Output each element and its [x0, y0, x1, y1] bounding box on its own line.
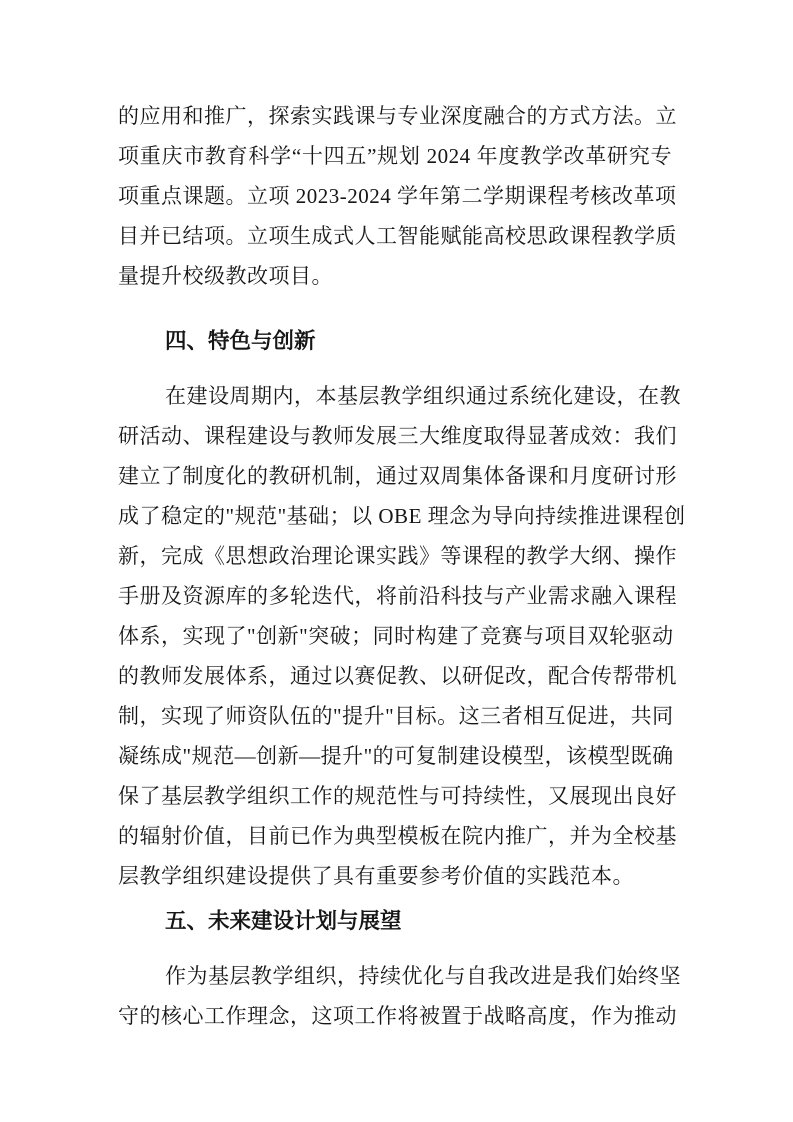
text-line: 在建设周期内，本基层教学组织通过系统化建设，在教: [165, 384, 681, 408]
text-line: 项重庆市教育科学“十四五”规划 2024 年度教学改革研究专: [118, 144, 672, 168]
section-heading: 五、未来建设计划与展望: [165, 909, 402, 933]
text-line: 项重点课题。立项 2023-2024 学年第二学期课程考核改革项: [118, 184, 677, 208]
text-line: 手册及资源库的多轮迭代，将前沿科技与产业需求融入课程: [118, 584, 677, 608]
text-line: 研活动、课程建设与教师发展三大维度取得显著成效：我们: [118, 424, 677, 448]
text-line: 体系，实现了"创新"突破；同时构建了竞赛与项目双轮驱动: [118, 624, 674, 648]
text-line: 的应用和推广，探索实践课与专业深度融合的方式方法。立: [118, 104, 677, 128]
text-line: 的辐射价值，目前已作为典型模板在院内推广，并为全校基: [118, 824, 677, 848]
text-line: 层教学组织建设提供了具有重要参考价值的实践范本。: [118, 864, 634, 888]
text-line: 新，完成《思想政治理论课实践》等课程的教学大纲、操作: [118, 544, 677, 568]
paragraph: [118, 96, 677, 296]
section-heading: 四、特色与创新: [165, 329, 316, 353]
text-line: 守的核心工作理念，这项工作将被置于战略高度，作为推动: [118, 1004, 677, 1028]
paragraph: [118, 956, 681, 1036]
text-line: 保了基层教学组织工作的规范性与可持续性，又展现出良好: [118, 784, 677, 808]
paragraph: [118, 376, 686, 896]
document-body: [118, 96, 686, 1036]
text-line: 目并已结项。立项生成式人工智能赋能高校思政课程教学质: [118, 224, 677, 248]
text-line: 的教师发展体系，通过以赛促教、以研促改，配合传帮带机: [118, 664, 677, 688]
text-line: 凝练成"规范—创新—提升"的可复制建设模型，该模型既确: [118, 744, 674, 768]
text-line: 建立了制度化的教研机制，通过双周集体备课和月度研讨形: [118, 464, 677, 488]
text-line: 量提升校级教改项目。: [118, 264, 333, 288]
text-line: 作为基层教学组织，持续优化与自我改进是我们始终坚: [165, 964, 681, 988]
text-line: 成了稳定的"规范"基础；以 OBE 理念为导向持续推进课程创: [118, 504, 686, 528]
text-line: 制，实现了师资队伍的"提升"目标。这三者相互促进，共同: [118, 704, 674, 728]
